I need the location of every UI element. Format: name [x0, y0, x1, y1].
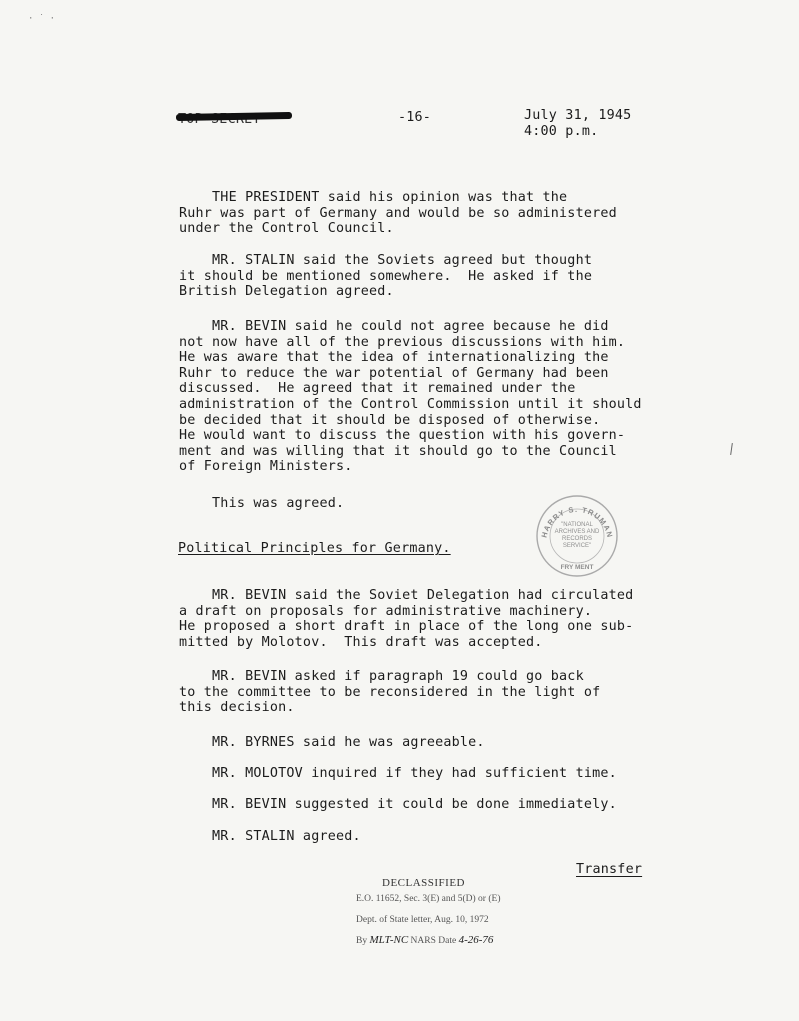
declassified-date: 4-26-76 [458, 934, 494, 946]
text-line: MR. BYRNES said he was agreeable. [179, 735, 485, 750]
text-line: MR. BEVIN asked if paragraph 19 could go back [179, 669, 584, 684]
text-line: MR. BEVIN suggested it could be done immediately. [179, 797, 617, 812]
text-line: MR. BEVIN said he could not agree because he did [179, 319, 609, 334]
declassified-by-label: By [356, 936, 368, 946]
declassified-title: DECLASSIFIED [382, 877, 466, 889]
text-line: He would want to discuss the question with his govern- [179, 428, 626, 444]
text-line: of Foreign Ministers. [179, 459, 353, 475]
declassified-initials: MLT-NC [369, 934, 409, 946]
declassified-letter: Dept. of State letter, Aug. 10, 1972 [356, 915, 489, 925]
text-line: Ruhr was part of Germany and would be so administered [179, 205, 617, 221]
text-line: ment and was willing that it should go to the Council [179, 443, 617, 459]
text-line: This was agreed. [179, 496, 345, 511]
paragraph-bevin-4 [179, 797, 617, 813]
text-line: this decision. [179, 700, 295, 716]
section-heading [178, 541, 451, 557]
paragraph-agreed [179, 496, 344, 512]
stamp-bottom-text: FRY MENT [560, 564, 594, 571]
stamp-inner-line: SERVICE" [562, 543, 592, 549]
text-line: British Delegation agreed. [179, 284, 394, 300]
text-line: not now have all of the previous discussions with him. [179, 334, 626, 350]
paragraph-molotov [179, 766, 617, 782]
memo-time: 4:00 p.m. [524, 124, 599, 139]
declassified-date-label: NARS Date [410, 936, 457, 946]
stamp-outer-text: HARRY S. TRUMAN [539, 504, 615, 540]
paragraph-bevin-2 [179, 588, 633, 650]
text-line: He was aware that the idea of internationalizing the [179, 350, 609, 366]
stamp-graphic [534, 493, 620, 579]
stamp-inner-line: ARCHIVES AND [554, 529, 600, 535]
text-line: MR. STALIN agreed. [179, 829, 361, 844]
text-line: MR. BEVIN said the Soviet Delegation had circulated [179, 588, 634, 603]
page-number: -16- [398, 110, 432, 125]
memo-date: July 31, 1945 [524, 108, 632, 123]
text-line: to the committee to be reconsidered in the light of [179, 684, 601, 700]
paragraph-bevin-3 [179, 669, 600, 716]
text-line: a draft on proposals for administrative machinery. [179, 603, 593, 619]
text-line: discussed. He agreed that it remained under the [179, 381, 576, 397]
text-line: under the Control Council. [179, 221, 394, 237]
classification-marking [178, 108, 290, 124]
margin-mark [730, 443, 733, 455]
section-heading-text: Political Principles for Germany. [178, 541, 451, 556]
text-line: MR. STALIN said the Soviets agreed but thought [179, 253, 593, 268]
paragraph-stalin-1 [179, 253, 592, 300]
paragraph-bevin-1 [179, 319, 642, 475]
text-line: administration of the Control Commission until it should [179, 396, 642, 412]
scan-marks: · ˙ · [28, 14, 56, 24]
text-line: mitted by Molotov. This draft was accepted. [179, 634, 543, 650]
text-line: it should be mentioned somewhere. He asked if the [179, 268, 593, 284]
transfer-label: Transfer [576, 862, 643, 877]
declassified-signature-line [356, 934, 493, 946]
stamp-inner-line: RECORDS [561, 536, 593, 542]
text-line: He proposed a short draft in place of the long one sub- [179, 619, 634, 635]
text-line: be decided that it should be disposed of otherwise. [179, 412, 601, 428]
redaction-bar [176, 112, 292, 121]
text-line: MR. MOLOTOV inquired if they had sufficient time. [179, 766, 617, 781]
text-line: THE PRESIDENT said his opinion was that the [179, 190, 568, 205]
paragraph-president [179, 190, 617, 237]
paragraph-byrnes [179, 735, 485, 751]
paragraph-stalin-2 [179, 829, 361, 845]
text-line: Ruhr to reduce the war potential of Germany had been [179, 365, 609, 381]
declassified-authority: E.O. 11652, Sec. 3(E) and 5(D) or (E) [356, 894, 501, 904]
truman-library-stamp [534, 493, 620, 579]
stamp-inner-line: "NATIONAL [561, 522, 593, 528]
